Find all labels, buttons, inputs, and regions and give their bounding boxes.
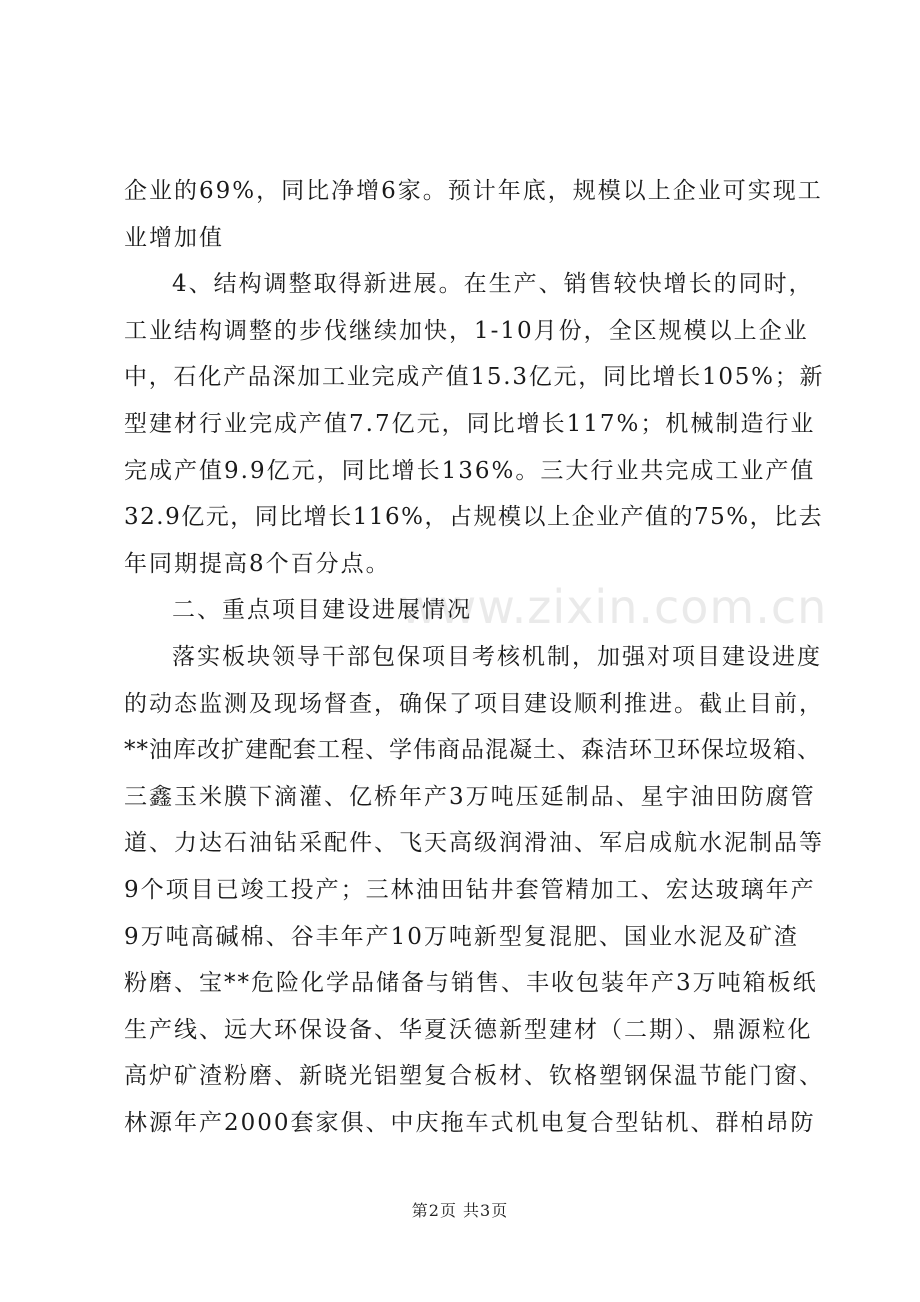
text-line: **油库改扩建配套工程、学伟商品混凝土、森洁环卫环保垃圾箱、 — [124, 737, 821, 764]
text-line: 的动态监测及现场督查，确保了项目建设顺利推进。截止目前， — [124, 690, 824, 717]
text-line: 9个项目已竣工投产；三林油田钻井套管精加工、宏达玻璃年产 — [124, 876, 816, 903]
text-line: 三鑫玉米膜下滴灌、亿桥年产3万吨压延制品、星宇油田防腐管 — [124, 783, 816, 810]
text-line: 工业结构调整的步伐继续加快，1-10月份，全区规模以上企业 — [124, 317, 809, 344]
text-line: 高炉矿渣粉磨、新晓光铝塑复合板材、钦格塑钢保温节能门窗、 — [124, 1063, 824, 1090]
text-line: 型建材行业完成产值7.7亿元，同比增长117%；机械制造行业 — [124, 410, 816, 437]
watermark-text: www.zixin.com.cn — [400, 580, 828, 634]
text-line: 企业的69%，同比净增6家。预计年底，规模以上企业可实现工 — [124, 178, 823, 204]
text-line: 林源年产2000套家俱、中庆拖车式机电复合型钻机、群柏昂防 — [124, 1109, 816, 1136]
paragraph-start-line: 落实板块领导干部包保项目考核机制，加强对项目建设进度 — [172, 643, 822, 670]
text-line: 完成产值9.9亿元，同比增长136%。三大行业共完成工业产值 — [124, 457, 816, 484]
paragraph-start-line: 4、结构调整取得新进展。在生产、销售较快增长的同时， — [172, 271, 814, 298]
text-line: 中，石化产品深加工业完成产值15.3亿元，同比增长105%；新 — [124, 364, 825, 391]
text-line: 道、力达石油钻采配件、飞天高级润滑油、军启成航水泥制品等 — [124, 830, 824, 857]
text-line: 9万吨高碱棉、谷丰年产10万吨新型复混肥、国业水泥及矿渣 — [124, 923, 799, 950]
body-text — [124, 168, 824, 1146]
text-line: 业增加值 — [124, 224, 224, 251]
text-line: 粉磨、宝**危险化学品储备与销售、丰收包装年产3万吨箱板纸 — [124, 970, 818, 997]
text-line: 32.9亿元，同比增长116%，占规模以上企业产值的75%，比去 — [124, 504, 824, 531]
text-line: 生产线、远大环保设备、华夏沃德新型建材（二期）、鼎源粒化 — [124, 1016, 813, 1043]
text-line: 年同期提高8个百分点。 — [124, 550, 391, 577]
page-number-footer: 第2页 共3页 — [411, 1201, 509, 1220]
section-heading: 二、重点项目建设进展情况 — [172, 597, 472, 624]
